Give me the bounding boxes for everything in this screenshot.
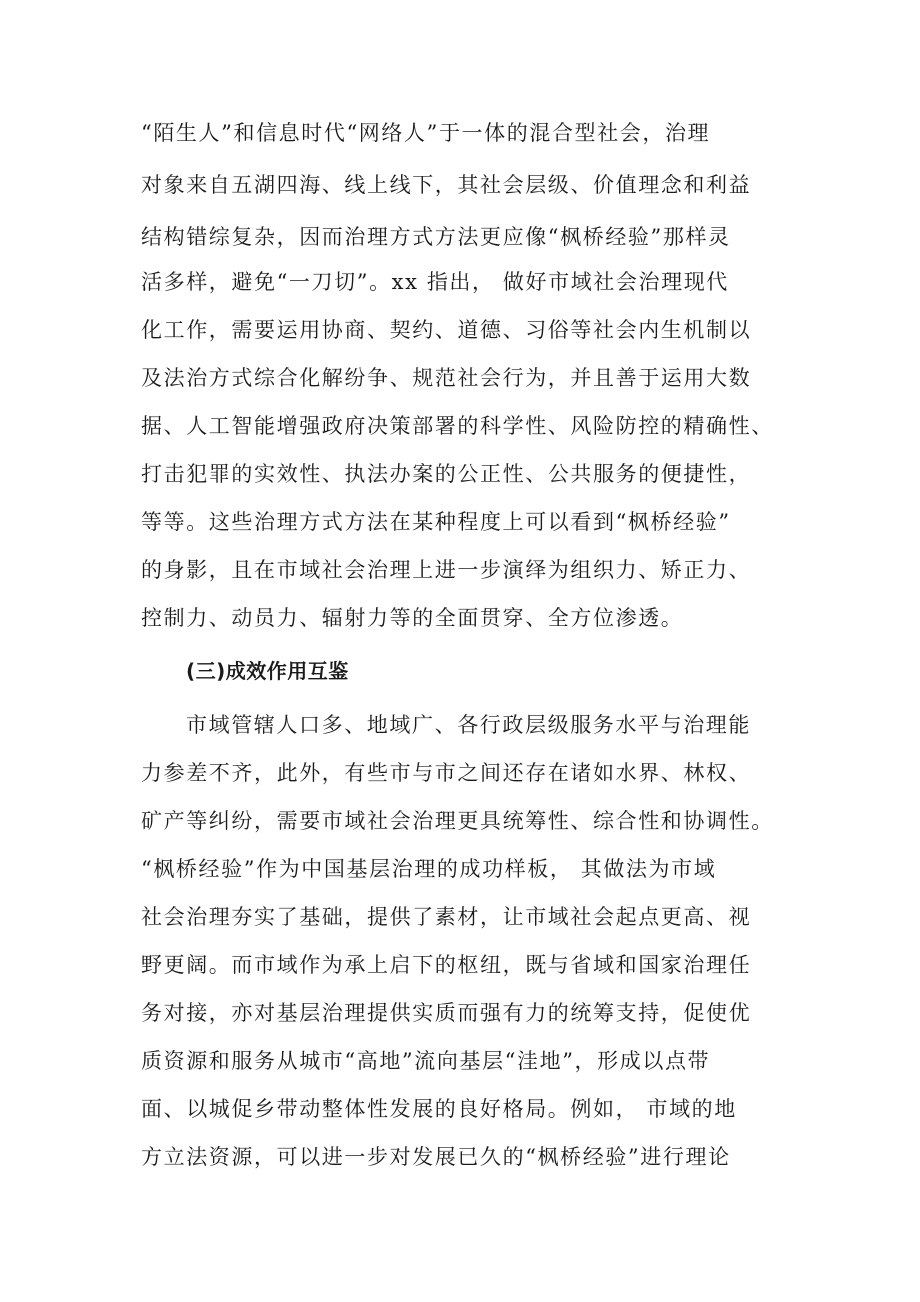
- text-line: 结构错综复杂，因而治理方式方法更应像“枫桥经验”那样灵: [141, 225, 731, 249]
- text-line: “枫桥经验”作为中国基层治理的成功样板， 其做法为市域: [141, 857, 717, 881]
- text-line: “陌生人”和信息时代“网络人”于一体的混合型社会，治理: [141, 121, 711, 145]
- text-line: 野更阔。而市域作为承上启下的枢纽，既与省域和国家治理任: [141, 953, 752, 977]
- text-line: 的身影，且在市域社会治理上进一步演绎为组织力、矫正力、: [141, 558, 752, 582]
- text-line: 打击犯罪的实效性、执法办案的公正性、公共服务的便捷性，: [141, 462, 752, 486]
- text-line: 据、人工智能增强政府决策部署的科学性、风险防控的精确性、: [141, 414, 774, 438]
- text-line: 化工作，需要运用协商、契约、道德、习俗等社会内生机制以: [141, 318, 752, 342]
- text-line: 控制力、动员力、辐射力等的全面贯穿、全方位渗透。: [141, 606, 684, 630]
- text-line: 质资源和服务从城市“高地”流向基层“洼地”，形成以点带: [141, 1049, 711, 1073]
- text-line: 社会治理夯实了基础，提供了素材，让市域社会起点更高、视: [141, 905, 752, 929]
- text-line: 活多样，避免“一刀切”。xx 指出， 做好市域社会治理现代: [141, 270, 729, 294]
- text-line: 方立法资源，可以进一步对发展已久的“枫桥经验”进行理论: [141, 1145, 731, 1169]
- text-line: 等等。这些治理方式方法在某种程度上可以看到“枫桥经验”: [141, 510, 731, 534]
- text-line: 对象来自五湖四海、线上线下，其社会层级、价值理念和利益: [141, 173, 752, 197]
- section-heading: (三)成效作用互鉴: [186, 659, 349, 683]
- text-line: 面、以城促乡带动整体性发展的良好格局。例如， 市域的地: [141, 1097, 737, 1121]
- text-line: 力参差不齐，此外，有些市与市之间还存在诸如水界、林权、: [141, 761, 752, 785]
- text-line: 及法治方式综合化解纷争、规范社会行为，并且善于运用大数: [141, 366, 752, 390]
- text-line: 矿产等纠纷，需要市域社会治理更具统筹性、综合性和协调性。: [141, 809, 774, 833]
- text-line: 市域管辖人口多、地域广、各行政层级服务水平与治理能: [186, 713, 751, 737]
- text-line: 务对接，亦对基层治理提供实质而强有力的统筹支持，促使优: [141, 1001, 752, 1025]
